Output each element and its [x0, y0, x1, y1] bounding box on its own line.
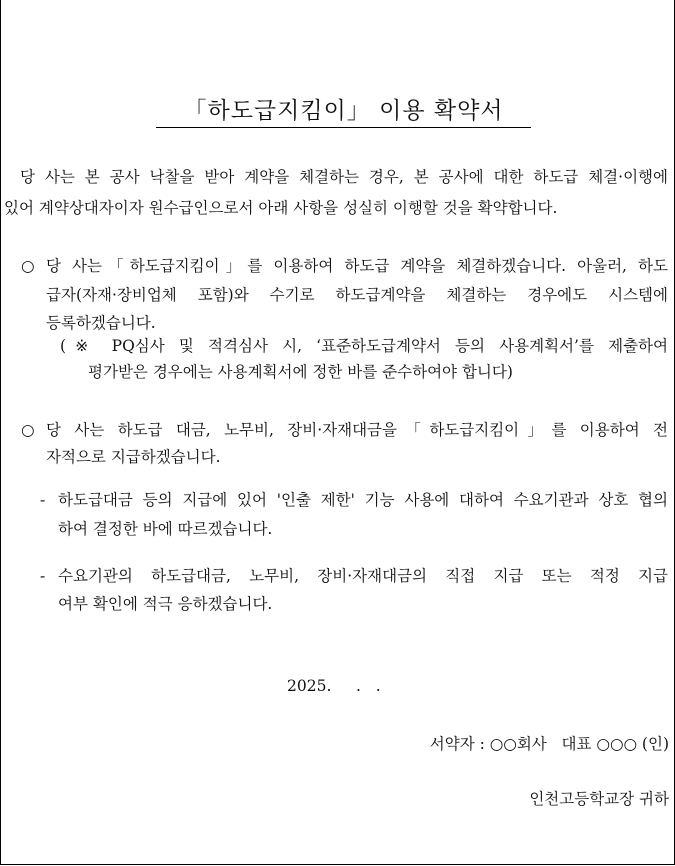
- item1-note-2: 평가받은 경우에는 사용계획서에 정한 바를 준수하여야 합니다): [88, 363, 513, 381]
- item2-sub1-line-1: 하도급대금 등의 지급에 있어 '인출 제한' 기능 사용에 대하여 수요기관과 상호 협의: [58, 491, 668, 509]
- item1-line-1: 당 사는「하도급지킴이」를 이용하여 하도급 계약을 체결하겠습니다. 아울러, 하도: [46, 257, 668, 275]
- item1-line-3: 등록하겠습니다.: [46, 314, 156, 332]
- item2-line-1: 당 사는 하도급 대금, 노무비, 장비·자재대금을「하도급지킴이」를 이용하여 전: [46, 421, 668, 439]
- item1-marker: ○: [21, 257, 35, 275]
- item2-sub2-line-1: 수요기관의 하도급대금, 노무비, 장비·자재대금의 직접 지급 또는 적정 지급: [58, 567, 668, 585]
- document-title: 「하도급지킴이」 이용 확약서: [156, 92, 531, 128]
- item1-line-2: 급자(자재·장비업체 포함)와 수기로 하도급계약을 체결하는 경우에도 시스템에: [46, 286, 668, 304]
- item2-sub2-line-2: 여부 확인에 적극 응하겠습니다.: [58, 595, 273, 613]
- item2-line-2: 자적으로 지급하겠습니다.: [46, 448, 221, 466]
- date-line: 2025. . .: [287, 677, 381, 695]
- item1-note-1: (※ PQ심사 및 적격심사 시, ‘표준하도급계약서 등의 사용계획서’를 제출하여: [60, 337, 668, 355]
- intro-line-1: 당 사는 본 공사 낙찰을 받아 계약을 체결하는 경우, 본 공사에 대한 하도급 체결·이행에: [20, 168, 668, 186]
- item2-sub1-marker: -: [40, 491, 46, 509]
- item2-marker: ○: [21, 421, 35, 439]
- signer-line: 서약자 : ○○회사 대표 ○○○ (인): [429, 735, 669, 753]
- item2-sub2-marker: -: [40, 567, 46, 585]
- intro-line-2: 있어 계약상대자이자 원수급인으로서 아래 사항을 성실히 이행할 것을 확약합니다.: [4, 199, 558, 217]
- item2-sub1-line-2: 하여 결정한 바에 따르겠습니다.: [58, 520, 273, 538]
- recipient-line: 인천고등학교장 귀하: [529, 790, 669, 808]
